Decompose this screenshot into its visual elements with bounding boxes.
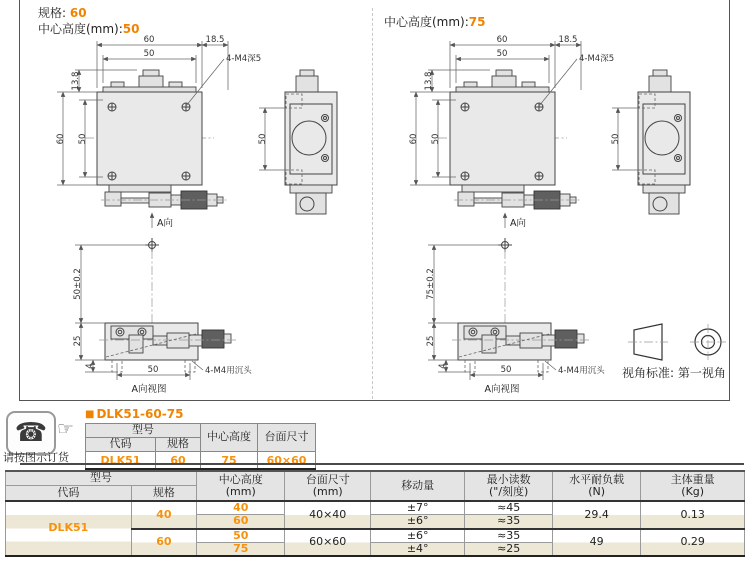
a-direction-view (99, 238, 237, 372)
order-spec: 60 (156, 452, 201, 470)
dim-body-height: 25 (73, 335, 83, 347)
dim-left-outer: 60 (409, 133, 419, 145)
order-center: 75 (201, 452, 258, 470)
cell-travel: ±6° (370, 515, 465, 529)
side-view (285, 70, 337, 214)
top-view (438, 70, 582, 209)
cell-travel: ±4° (370, 542, 465, 556)
header-model: 型号 (6, 471, 197, 486)
a-direction-label: A向 (510, 218, 526, 229)
cell-center: 50 (197, 529, 285, 543)
header-spec: 规格 (131, 486, 196, 502)
sink-note: 4-M4用沉头 (205, 366, 252, 376)
cell-spec: 40 (131, 501, 196, 529)
dim-top-width: 60 (496, 35, 508, 45)
header-weight: 主体重量 (Kg) (641, 471, 745, 501)
pointing-hand-icon: ☞ (57, 418, 75, 440)
order-row (86, 452, 316, 470)
cell-center: 60 (197, 515, 285, 529)
order-header-code: 代码 (86, 438, 156, 452)
side-view (638, 70, 690, 214)
dim-right-offset: 18.5 (205, 35, 225, 45)
dim-knob-height: 13.8 (71, 71, 81, 91)
phone-icon: ☎ (6, 411, 56, 455)
cell-load: 49 (552, 529, 640, 557)
a-direction-view (452, 238, 590, 372)
cell-center: 75 (197, 542, 285, 556)
dim-hole-span: 50 (500, 365, 512, 375)
dim-top-width: 60 (143, 35, 155, 45)
header-min-reading: 最小读数 ("/刻度) (465, 471, 552, 501)
view-caption: A向视图 (131, 384, 167, 395)
dim-body-height: 25 (426, 335, 436, 347)
section-rule (20, 463, 744, 465)
center-height-label-right: 中心高度(mm):75 (384, 15, 486, 29)
dim-left-inner: 50 (78, 133, 88, 145)
cell-weight: 0.13 (641, 501, 745, 529)
cell-reading: ≈35 (465, 515, 552, 529)
dim-side-height: 50 (258, 133, 268, 145)
dim-hole-span: 50 (147, 365, 159, 375)
sink-note: 4-M4用沉头 (558, 366, 605, 376)
order-header-center: 中心高度 (201, 424, 258, 452)
order-header-spec: 规格 (156, 438, 201, 452)
header-travel: 移动量 (370, 471, 465, 501)
header-code: 代码 (6, 486, 132, 502)
first-angle-projection-icon (628, 320, 738, 364)
cell-code: DLK51 (6, 501, 132, 556)
dim-center-height: 75±0.2 (426, 268, 436, 300)
dim-base-step: 4 (85, 363, 95, 369)
dim-base-step: 4 (438, 363, 448, 369)
dim-side-height: 50 (611, 133, 621, 145)
order-header-surface: 台面尺寸 (258, 424, 316, 452)
view-caption: A向视图 (484, 384, 520, 395)
cell-load: 29.4 (552, 501, 640, 529)
dim-left-outer: 60 (56, 133, 66, 145)
order-header-model: 型号 (86, 424, 201, 438)
technical-drawing-height-50 (19, 30, 372, 402)
cell-reading: ≈35 (465, 529, 552, 543)
cell-spec: 60 (131, 529, 196, 557)
order-surface: 60×60 (258, 452, 316, 470)
cell-weight: 0.29 (641, 529, 745, 557)
cell-travel: ±6° (370, 529, 465, 543)
dim-left-inner: 50 (431, 133, 441, 145)
dim-top-inner: 50 (496, 49, 508, 59)
dim-knob-height: 13.8 (424, 71, 434, 91)
projection-standard-text: 视角标准: 第一视角 (622, 366, 726, 380)
a-direction-label: A向 (157, 218, 173, 229)
center-height-label-left: 中心高度(mm):50 (38, 22, 140, 36)
dim-right-offset: 18.5 (558, 35, 578, 45)
dim-top-inner: 50 (143, 49, 155, 59)
cell-surface: 40×40 (285, 501, 370, 529)
cell-travel: ±7° (370, 501, 465, 515)
table-row (6, 501, 745, 515)
spec-label-text: 规格: (38, 6, 67, 20)
screw-note: 4-M4深5 (579, 54, 615, 64)
header-surface-size: 台面尺寸 (mm) (285, 471, 370, 501)
top-view (85, 70, 229, 209)
spec-table (5, 470, 745, 557)
order-code: DLK51 (86, 452, 156, 470)
order-instruction: 请按图示订货 (3, 451, 69, 464)
order-model-title: ■ DLK51-60-75 (85, 407, 184, 421)
spec-label (38, 4, 87, 21)
cell-reading: ≈25 (465, 542, 552, 556)
spec-value: 60 (69, 6, 87, 20)
header-center-height: 中心高度 (mm) (197, 471, 285, 501)
cell-center: 40 (197, 501, 285, 515)
cell-reading: ≈45 (465, 501, 552, 515)
dim-center-height: 50±0.2 (73, 268, 83, 300)
cell-surface: 60×60 (285, 529, 370, 557)
screw-note: 4-M4深5 (226, 54, 262, 64)
bullet-icon: ■ (85, 409, 95, 420)
header-load: 水平耐负载 (N) (552, 471, 640, 501)
